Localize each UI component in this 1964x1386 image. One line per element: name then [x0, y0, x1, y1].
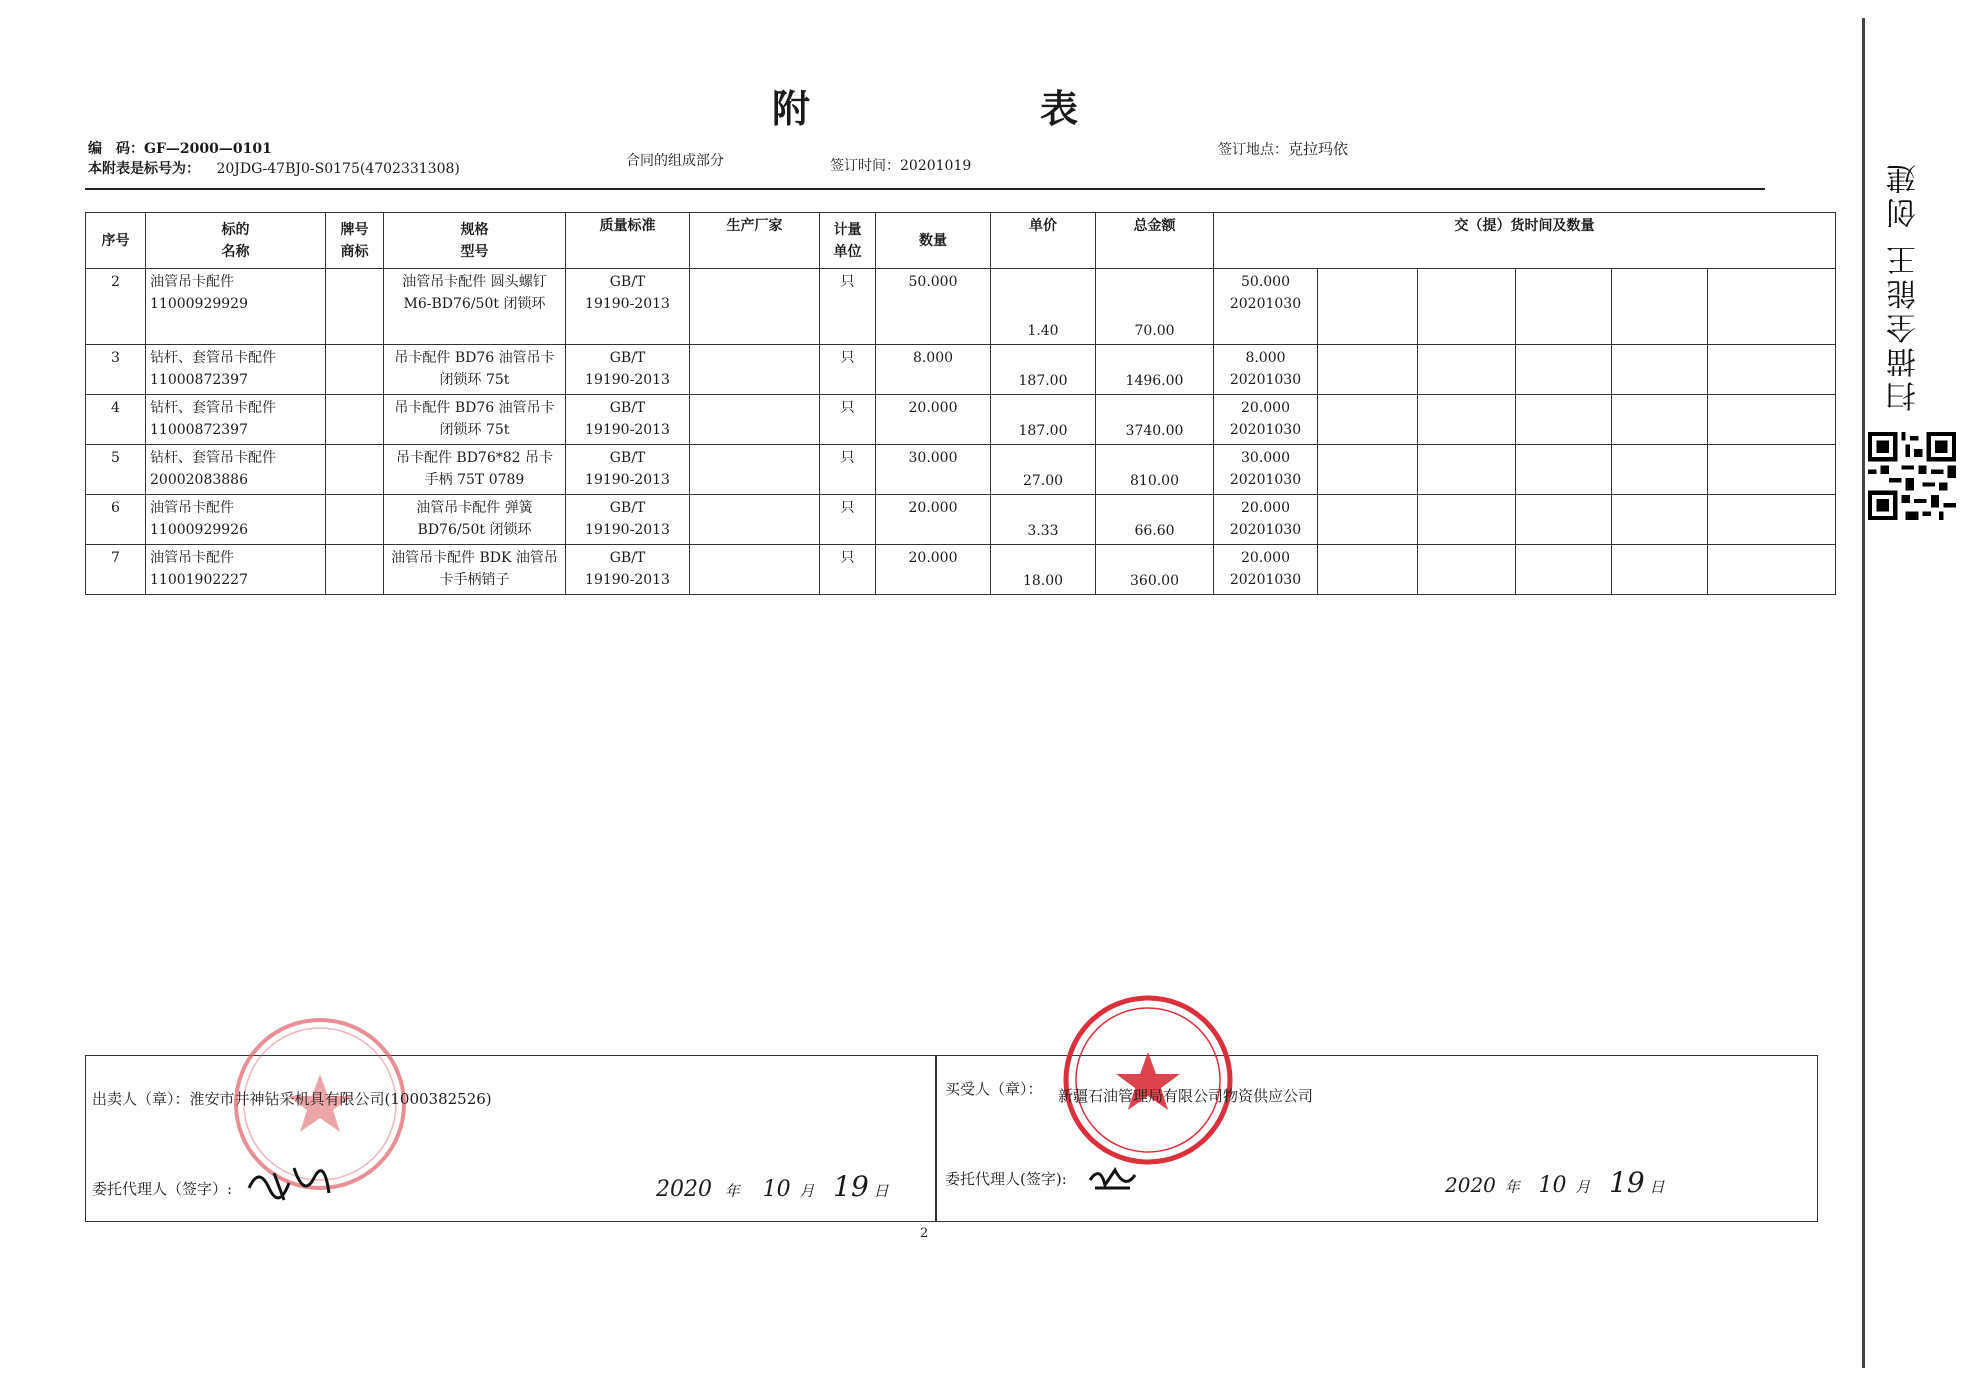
cell-delivery-4 [1516, 395, 1612, 445]
delivery-date: 20201030 [1229, 372, 1302, 388]
cell-name [146, 445, 326, 495]
cell-maker [690, 495, 820, 545]
item-name: 油管吊卡配件 [150, 500, 234, 516]
cell-qty: 8.000 [876, 345, 991, 395]
item-code: 11000929926 [150, 522, 248, 538]
cell-spec: 吊卡配件 BD76*82 吊卡 手柄 75T 0789 [384, 445, 566, 495]
cell-brand [326, 495, 384, 545]
cell-delivery-2 [1318, 495, 1418, 545]
buyer-date-y-label: 年 [1504, 1178, 1520, 1196]
cell-quality [566, 495, 690, 545]
cell-brand [326, 545, 384, 595]
delivery-qty: 30.000 [1241, 450, 1290, 466]
quality-std-no: 19190-2013 [585, 422, 670, 438]
seller-date-year: 2020 [656, 1177, 712, 1202]
cell-delivery-6 [1708, 445, 1836, 495]
cell-total: 66.60 [1096, 495, 1214, 545]
cell-name [146, 269, 326, 345]
cell-delivery-2 [1318, 269, 1418, 345]
cell-maker [690, 545, 820, 595]
item-code: 11001902227 [150, 572, 248, 588]
cell-delivery-3 [1418, 395, 1516, 445]
seller-label: 出卖人（章）： [92, 1090, 190, 1108]
buyer-date-d-label: 日 [1649, 1178, 1665, 1196]
cell-delivery-5 [1612, 269, 1708, 345]
cell-qty: 30.000 [876, 445, 991, 495]
cell-spec: 油管吊卡配件 弹簧 BD76/50t 闭锁环 [384, 495, 566, 545]
header-qty: 数量 [876, 213, 991, 269]
cell-qty: 20.000 [876, 495, 991, 545]
seller-agent-label: 委托代理人（签字）: [92, 1180, 233, 1198]
cell-maker [690, 445, 820, 495]
buyer-name: 新疆石油管理局有限公司物资供应公司 [1058, 1087, 1314, 1105]
table-body [86, 269, 1836, 595]
seller-date-y-label: 年 [724, 1182, 740, 1200]
delivery-date: 20201030 [1229, 472, 1302, 488]
cell-total: 810.00 [1096, 445, 1214, 495]
header-total: 总金额 [1096, 213, 1214, 269]
cell-quality [566, 545, 690, 595]
cell-name [146, 395, 326, 445]
header-rule [85, 188, 1765, 190]
cell-seq: 5 [86, 445, 146, 495]
cell-price: 187.00 [991, 395, 1096, 445]
buyer-date-m-label: 月 [1575, 1178, 1591, 1196]
sign-place [1218, 138, 1348, 159]
cell-delivery-4 [1516, 545, 1612, 595]
items-table [85, 212, 1836, 595]
header-seq: 序号 [86, 213, 146, 269]
sign-time-label: 签订时间： [830, 158, 900, 174]
cell-total: 1496.00 [1096, 345, 1214, 395]
code-value: GF—2000—0101 [144, 141, 272, 157]
cell-price: 18.00 [991, 545, 1096, 595]
cell-name [146, 545, 326, 595]
cell-delivery-1 [1214, 269, 1318, 345]
cell-delivery-2 [1318, 345, 1418, 395]
cell-quality [566, 395, 690, 445]
buyer-date-year: 2020 [1445, 1173, 1496, 1197]
cell-delivery-3 [1418, 545, 1516, 595]
cell-maker [690, 269, 820, 345]
cell-delivery-6 [1708, 495, 1836, 545]
item-name: 钻杆、套管吊卡配件 [150, 450, 276, 466]
quality-std-no: 19190-2013 [585, 372, 670, 388]
cell-seq: 6 [86, 495, 146, 545]
table-row [86, 395, 1836, 445]
cell-delivery-1 [1214, 395, 1318, 445]
cell-maker [690, 345, 820, 395]
cell-delivery-6 [1708, 269, 1836, 345]
cell-delivery-2 [1318, 445, 1418, 495]
cell-delivery-5 [1612, 395, 1708, 445]
item-code: 11000929929 [150, 296, 248, 312]
cell-total: 3740.00 [1096, 395, 1214, 445]
cell-unit: 只 [820, 545, 876, 595]
delivery-qty: 20.000 [1241, 550, 1290, 566]
cell-qty: 20.000 [876, 545, 991, 595]
sign-place-value: 克拉玛依 [1288, 140, 1349, 158]
buyer-stamp [1058, 990, 1238, 1170]
cell-delivery-5 [1612, 545, 1708, 595]
seller-date-month: 10 [762, 1177, 791, 1202]
cell-delivery-1 [1214, 345, 1318, 395]
contract-part-note: 合同的组成部分 [626, 153, 724, 169]
buyer-signature [1085, 1160, 1145, 1200]
buyer-date-day: 19 [1609, 1166, 1645, 1199]
tender-value: 20JDG-47BJ0-S0175(4702331308) [216, 161, 460, 177]
header-spec: 规格 型号 [384, 213, 566, 269]
header-brand: 牌号 商标 [326, 213, 384, 269]
title-char-left: 附 [772, 86, 815, 131]
scanner-watermark: 扫描全能王 创建 [1887, 160, 1922, 412]
table-row [86, 495, 1836, 545]
cell-price: 187.00 [991, 345, 1096, 395]
page-number: 2 [920, 1226, 929, 1241]
item-code: 11000872397 [150, 422, 248, 438]
cell-delivery-1 [1214, 445, 1318, 495]
cell-delivery-4 [1516, 269, 1612, 345]
quality-std-no: 19190-2013 [585, 522, 670, 538]
buyer-agent-label: 委托代理人(签字): [945, 1170, 1067, 1188]
cell-quality [566, 269, 690, 345]
cell-maker [690, 395, 820, 445]
sign-place-label: 签订地点： [1218, 142, 1288, 158]
cell-name [146, 345, 326, 395]
cell-spec: 吊卡配件 BD76 油管吊卡闭锁环 75t [384, 395, 566, 445]
cell-delivery-3 [1418, 269, 1516, 345]
cell-delivery-5 [1612, 495, 1708, 545]
cell-delivery-6 [1708, 345, 1836, 395]
seller-date-d-label: 日 [873, 1182, 889, 1200]
cell-brand [326, 269, 384, 345]
seller-party [92, 1088, 492, 1109]
cell-quality [566, 345, 690, 395]
cell-seq: 4 [86, 395, 146, 445]
seller-date-day: 19 [833, 1170, 869, 1203]
item-name: 钻杆、套管吊卡配件 [150, 400, 276, 416]
cell-unit: 只 [820, 345, 876, 395]
cell-delivery-5 [1612, 345, 1708, 395]
cell-price: 3.33 [991, 495, 1096, 545]
cell-seq: 2 [86, 269, 146, 345]
cell-price: 27.00 [991, 445, 1096, 495]
seller-signature [244, 1158, 334, 1208]
qr-code-icon [1868, 432, 1956, 520]
cell-delivery-4 [1516, 445, 1612, 495]
table-header-row [86, 213, 1836, 269]
cell-brand [326, 395, 384, 445]
cell-delivery-6 [1708, 395, 1836, 445]
cell-delivery-4 [1516, 495, 1612, 545]
header-quality: 质量标准 [566, 213, 690, 269]
item-name: 钻杆、套管吊卡配件 [150, 350, 276, 366]
table-row [86, 445, 1836, 495]
delivery-date: 20201030 [1229, 572, 1302, 588]
cell-delivery-3 [1418, 345, 1516, 395]
cell-spec: 吊卡配件 BD76 油管吊卡闭锁环 75t [384, 345, 566, 395]
cell-delivery-6 [1708, 545, 1836, 595]
quality-std-no: 19190-2013 [585, 572, 670, 588]
quality-std: GB/T [609, 500, 646, 516]
cell-unit: 只 [820, 445, 876, 495]
code-label: 编 码： [88, 141, 144, 157]
page-edge [1862, 18, 1865, 1368]
sign-time-value: 20201019 [900, 158, 972, 174]
header-delivery: 交（提）货时间及数量 [1214, 213, 1836, 269]
cell-unit: 只 [820, 269, 876, 345]
header-maker: 生产厂家 [690, 213, 820, 269]
delivery-date: 20201030 [1229, 422, 1302, 438]
cell-quality [566, 445, 690, 495]
cell-delivery-1 [1214, 545, 1318, 595]
delivery-date: 20201030 [1229, 296, 1302, 312]
cell-total: 360.00 [1096, 545, 1214, 595]
cell-spec: 油管吊卡配件 圆头螺钉 M6-BD76/50t 闭锁环 [384, 269, 566, 345]
table-row [86, 269, 1836, 345]
cell-name [146, 495, 326, 545]
cell-delivery-2 [1318, 395, 1418, 445]
item-name: 油管吊卡配件 [150, 550, 234, 566]
table-row [86, 545, 1836, 595]
quality-std-no: 19190-2013 [585, 472, 670, 488]
quality-std: GB/T [609, 400, 646, 416]
delivery-qty: 8.000 [1245, 350, 1286, 366]
cell-unit: 只 [820, 495, 876, 545]
seller-date-m-label: 月 [799, 1182, 815, 1200]
cell-unit: 只 [820, 395, 876, 445]
header-name: 标的 名称 [146, 213, 326, 269]
cell-delivery-1 [1214, 495, 1318, 545]
header-unit: 计量 单位 [820, 213, 876, 269]
delivery-date: 20201030 [1229, 522, 1302, 538]
cell-delivery-5 [1612, 445, 1708, 495]
cell-delivery-4 [1516, 345, 1612, 395]
delivery-qty: 20.000 [1241, 400, 1290, 416]
cell-total: 70.00 [1096, 269, 1214, 345]
sign-time [830, 155, 971, 175]
cell-delivery-2 [1318, 545, 1418, 595]
table-row [86, 345, 1836, 395]
cell-price: 1.40 [991, 269, 1096, 345]
quality-std-no: 19190-2013 [585, 296, 670, 312]
cell-delivery-3 [1418, 445, 1516, 495]
document-code [88, 138, 272, 158]
header-price: 单价 [991, 213, 1096, 269]
quality-std: GB/T [609, 450, 646, 466]
buyer-date-month: 10 [1538, 1173, 1567, 1198]
tender-number [88, 158, 460, 178]
cell-delivery-3 [1418, 495, 1516, 545]
seller-date [656, 1170, 889, 1203]
quality-std: GB/T [609, 274, 646, 290]
cell-spec: 油管吊卡配件 BDK 油管吊卡手柄销子 [384, 545, 566, 595]
cell-brand [326, 445, 384, 495]
item-name: 油管吊卡配件 [150, 274, 234, 290]
delivery-qty: 20.000 [1241, 500, 1290, 516]
item-code: 20002083886 [150, 472, 248, 488]
buyer-date [1445, 1166, 1665, 1199]
cell-seq: 3 [86, 345, 146, 395]
quality-std: GB/T [609, 550, 646, 566]
tender-label: 本附表是标号为： [88, 161, 200, 177]
buyer-label: 买受人（章）： [945, 1080, 1043, 1098]
cell-qty: 50.000 [876, 269, 991, 345]
quality-std: GB/T [609, 350, 646, 366]
item-code: 11000872397 [150, 372, 248, 388]
seller-name: 淮安市井神钻采机具有限公司(1000382526) [189, 1090, 492, 1108]
cell-brand [326, 345, 384, 395]
cell-qty: 20.000 [876, 395, 991, 445]
delivery-qty: 50.000 [1241, 274, 1290, 290]
title-char-right: 表 [1040, 86, 1083, 131]
cell-seq: 7 [86, 545, 146, 595]
